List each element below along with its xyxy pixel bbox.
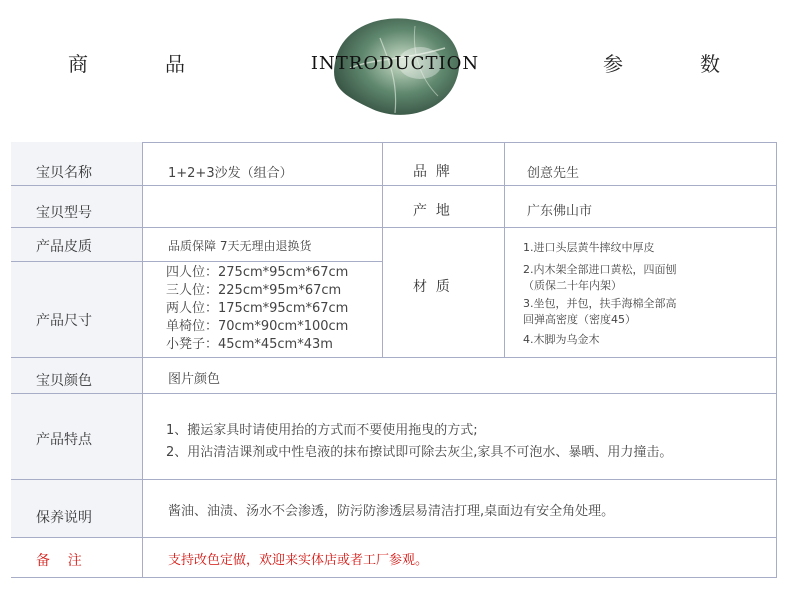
value-care-text: 酱油、油渍、汤水不会渗透，防污防渗透层易清洁打理,桌面边有安全角处理。 bbox=[168, 504, 615, 519]
value-color bbox=[143, 358, 777, 394]
label-brand bbox=[383, 142, 505, 186]
size-line: 单椅位：70cm*90cm*100cm bbox=[166, 319, 349, 334]
label-note bbox=[11, 538, 143, 578]
label-features-text: 产品特点 bbox=[36, 432, 92, 448]
header-char-4: 数 bbox=[700, 52, 721, 76]
label-size bbox=[11, 262, 143, 358]
value-leather-text: 品质保障 7天无理由退换货 bbox=[168, 239, 312, 253]
value-product-name-text: 1+2+3沙发（组合） bbox=[168, 166, 293, 181]
header-banner bbox=[0, 0, 790, 135]
label-model-text: 宝贝型号 bbox=[36, 205, 92, 221]
introduction-title: INTRODUCTION bbox=[310, 53, 480, 74]
value-leather bbox=[143, 228, 383, 262]
label-leather-text: 产品皮质 bbox=[36, 239, 92, 255]
value-size bbox=[143, 262, 383, 358]
value-features bbox=[143, 394, 777, 480]
value-model bbox=[143, 186, 383, 228]
material-line: 3.坐包，并包，扶手海棉全部高 bbox=[523, 297, 677, 310]
label-origin bbox=[383, 186, 505, 228]
value-note-text: 支持改色定做，欢迎来实体店或者工厂参观。 bbox=[168, 553, 429, 568]
label-note-text: 备 注 bbox=[36, 553, 82, 569]
value-note bbox=[143, 538, 777, 578]
feature-line: 2、用沾清洁课剂或中性皂液的抹布擦试即可除去灰尘,家具不可泡水、暴晒、用力撞击。 bbox=[166, 445, 673, 460]
size-line: 两人位：175cm*95cm*67cm bbox=[166, 301, 349, 316]
value-origin bbox=[505, 186, 777, 228]
size-line: 三人位：225cm*95m*67cm bbox=[166, 283, 342, 298]
material-line: （质保二十年内架） bbox=[523, 279, 622, 292]
value-care bbox=[143, 480, 777, 538]
header-char-3: 参 bbox=[603, 52, 624, 76]
label-brand-text: 品 牌 bbox=[413, 164, 450, 180]
value-product-name bbox=[143, 142, 383, 186]
material-line: 2.内木架全部进口黄松，四面刨 bbox=[523, 263, 677, 276]
label-product-name bbox=[11, 142, 143, 186]
label-origin-text: 产 地 bbox=[413, 203, 450, 219]
value-color-text: 图片颜色 bbox=[168, 372, 221, 387]
value-material bbox=[505, 228, 777, 358]
material-line: 4.木脚为乌金木 bbox=[523, 333, 600, 346]
feature-line: 1、搬运家具时请使用抬的方式而不要使用拖曳的方式; bbox=[166, 423, 478, 438]
label-leather bbox=[11, 228, 143, 262]
header-char-1: 商 bbox=[68, 52, 89, 76]
header-char-2: 品 bbox=[165, 52, 186, 76]
label-features bbox=[11, 394, 143, 480]
label-material bbox=[383, 228, 505, 358]
label-care-text: 保养说明 bbox=[36, 510, 92, 526]
size-line: 小凳子：45cm*45cm*43m bbox=[166, 337, 333, 352]
label-material-text: 材 质 bbox=[413, 279, 450, 295]
value-brand bbox=[505, 142, 777, 186]
material-line: 1.进口头层黄牛摔纹中厚皮 bbox=[523, 241, 655, 254]
value-origin-text: 广东佛山市 bbox=[527, 204, 593, 219]
value-brand-text: 创意先生 bbox=[527, 166, 580, 181]
label-color-text: 宝贝颜色 bbox=[36, 373, 92, 389]
label-size-text: 产品尺寸 bbox=[36, 313, 92, 329]
label-color bbox=[11, 358, 143, 394]
material-line: 回弹高密度（密度45） bbox=[523, 313, 636, 326]
label-model bbox=[11, 186, 143, 228]
label-product-name-text: 宝贝名称 bbox=[36, 165, 92, 181]
label-care bbox=[11, 480, 143, 538]
size-line: 四人位：275cm*95cm*67cm bbox=[166, 265, 349, 280]
